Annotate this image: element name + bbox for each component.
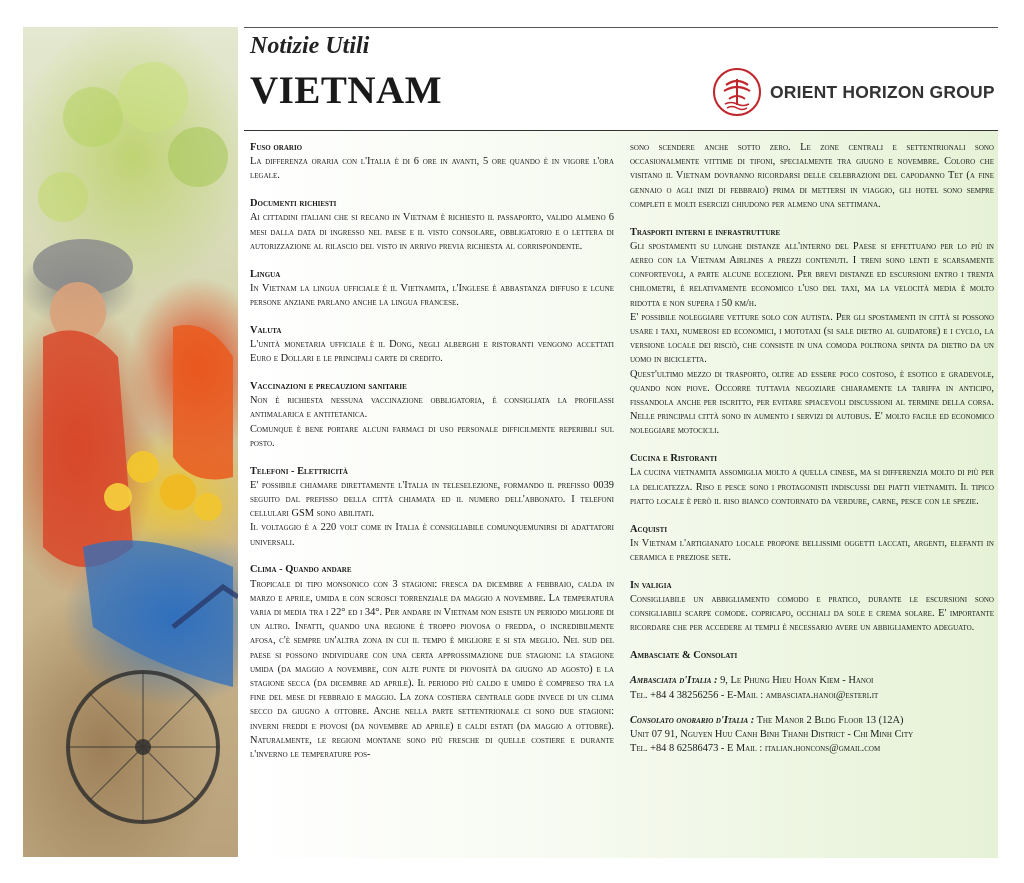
section-text: Ai cittadini italiani che si recano in Vietnam è richiesto il passaporto, valido almeno 6 mesi dalla data di ingresso nel paese e il visto consolare, obbligatorio e o lettera di autorizzazione al rilascio del visto in arrivo previa richiesta al corrispondente. <box>250 212 614 252</box>
section-text: sono scendere anche sotto zero. Le zone centrali e settentrionali sono occasionalmente vittime di tifoni, specialmente tra giugno e novembre. Coloro che visitano il Vietnam dovranno ricordarsi delle celebrazioni del capodanno Tet (a fine gennaio o agli inizi di febbraio) prima di mettersi in viaggio, gli hotel sono sempre completi e molti esercizi chiudono per almeno una settimana. <box>630 142 994 210</box>
section-documenti <box>250 197 614 254</box>
page-kicker: Notizie Utili <box>250 33 370 59</box>
section-heading: Acquisti <box>630 523 668 535</box>
section-fuso-orario <box>250 141 614 184</box>
section-heading: Valuta <box>250 324 282 336</box>
contact-label: Consolato onorario d'Italia : <box>630 714 755 726</box>
section-heading: Vaccinazioni e precauzioni sanitarie <box>250 381 407 393</box>
cover-painting <box>23 27 238 857</box>
consulate-contact <box>630 714 994 757</box>
embassy-contact <box>630 674 994 702</box>
section-text: In Vietnam la lingua ufficiale è il Vietnamita, l'Inglese è abbastanza diffuso e lcune persone anziane parlano anche la lingua francese. <box>250 282 614 309</box>
section-heading: Documenti richiesti <box>250 198 337 210</box>
section-heading: Cucina e Ristoranti <box>630 453 717 465</box>
section-vaccinazioni <box>250 380 614 451</box>
section-text: In Vietnam l'artigianato locale propone bellissimi oggetti laccati, argenti, elefanti in ceramica e preziose sete. <box>630 537 994 564</box>
section-text: Gli spostamenti su lunghe distanze all'interno del Paese si effettuano per lo più in aereo con la Vietnam Airlines a prezzi contenuti. I treni sono lenti e scarsamente confortevoli, a parte alcune eccezioni. Per brevi distanze ed escursioni entro i trenta chilometri, è relativamente economico l'uso del taxi, ma la velocità media è molto ridotta e non supera i 50 km/h. <box>630 240 994 309</box>
left-column <box>250 141 614 762</box>
header-rule <box>244 130 998 131</box>
orient-horizon-emblem-icon <box>712 67 762 117</box>
section-lingua <box>250 268 614 311</box>
section-heading: Fuso orario <box>250 142 303 153</box>
section-text: Quest'ultimo mezzo di trasporto, oltre ad essere poco costoso, è esotico e gradevole, quando non piove. Occorre tuttavia negoziare chiaramente la tariffa in anticipo, fissandola anche per iscritto, per evitare spiacevoli discussioni al termine della corsa. Nelle principali città sono in aumento i servizi di autobus. E' molto facile ed economico noleggiare motocicli. <box>630 368 994 437</box>
top-rule <box>244 27 998 28</box>
contact-line <box>630 674 994 688</box>
section-clima <box>250 563 614 762</box>
section-text: La differenza oraria con l'Italia è di 6 ore in avanti, 5 ore quando è in vigore l'ora legale. <box>250 156 614 182</box>
painting-strokes <box>23 27 238 857</box>
contact-line <box>630 714 994 728</box>
right-column <box>630 141 994 756</box>
section-trasporti <box>630 226 994 439</box>
contact-line: Unit 07 91, Nguyen Huu Canh Binh Thanh District - Chi Minh City <box>630 729 914 741</box>
section-acquisti <box>630 523 994 566</box>
contact-address: 9, Le Phung Hieu Hoan Kiem - Hanoi <box>717 675 874 687</box>
section-cucina <box>630 452 994 509</box>
section-text: E' possibile noleggiare vetture solo con autista. Per gli spostamenti in città si possono usare i taxi, numerosi ed economici, i mototaxi (si sale dietro al guidatore) e i cyclo, la versione locale dei risciò, che consiste in una comoda poltrona spinta da dietro da un uomo in bicicletta. <box>630 311 994 366</box>
section-heading: Telefoni - Elettricità <box>250 465 348 477</box>
contact-line: Tel. +84 8 62586473 - E Mail : italian.honcons@gmail.com <box>630 743 881 755</box>
section-text: L'unità monetaria ufficiale è il Dong, negli alberghi e ristoranti vengono accettati Euro e Dollari e le principali carte di credito. <box>250 339 614 365</box>
section-heading: Lingua <box>250 268 281 280</box>
contact-line: Tel. +84 4 38256256 - E-Mail : ambasciata.hanoi@esteri.it <box>630 689 879 701</box>
section-valuta <box>250 324 614 367</box>
section-valigia <box>630 579 994 636</box>
page-title: VIETNAM <box>250 69 443 112</box>
section-text: Non è richiesta nessuna vaccinazione obbligatoria, è consigliata la profilassi antimalarica e antitetanica. <box>250 395 614 421</box>
logo-wordmark: ORIENT HORIZON GROUP <box>770 81 995 102</box>
contact-address: The Manor 2 Bldg Floor 13 (12A) <box>754 714 904 726</box>
section-text: Tropicale di tipo monsonico con 3 stagioni: fresca da dicembre a febbraio, calda in marzo e aprile, umida e con scrosci torrenziale da maggio a novembre. La temperatura varia di media tra i 22° ed i 34°. Per andare in Vietnam non esiste un periodo migliore di un altro. Infatti, quando una regione è troppo piovosa o fredda, o incredibilmente afosa, c'è sempre un'altra zona in cui il tempo è migliore e si sta meglio. Nel sud del paese si possono individuare con una certa approssimazione due stagioni: la stagione umida (da maggio a novembre, con alte punte di piovosità da giugno ad agosto) e la stagione secca (da dicembre ad aprile). Il periodo più caldo e umido è compreso tra la fine del mese di febbraio e maggio. La zona costiera centrale gode invece di un clima secco da giugno a ottobre. Anche nella parte settentrionale ci sono due stagioni: inverni freddi e piovosi (da novembre ad aprile) e caldi estati (da maggio a ottobre). Naturalmente, le regioni montane sono più fresche di quelle costiere e durante l'inverno le temperature pos- <box>250 578 614 761</box>
section-text: Il voltaggio è a 220 volt come in Italia è consigliabile comunquemunirsi di adattatori universali. <box>250 522 614 548</box>
section-text: Comunque è bene portare alcuni farmaci di uso personale difficilmente reperibili sul posto. <box>250 423 614 449</box>
section-ambasciate <box>630 649 994 756</box>
section-telefoni <box>250 465 614 550</box>
section-heading: Ambasciate & Consolati <box>630 650 738 662</box>
section-heading: Trasporti interni e infrastrutture <box>630 226 781 238</box>
contact-label: Ambasciata d'Italia : <box>630 675 718 687</box>
section-clima-continued <box>630 141 994 212</box>
section-heading: In valigia <box>630 579 672 591</box>
section-heading: Clima - Quando andare <box>250 564 352 576</box>
company-logo <box>712 67 995 117</box>
section-text: Consigliabile un abbigliamento comodo e pratico, durante le escursioni sono consigliabili scarpe comode. copricapo, occhiali da sole e crema solare. E' importante ricordare che per accedere ai templi è necessario avere un abbigliamento adeguato. <box>630 594 994 634</box>
section-text: E' possibile chiamare direttamente l'Italia in teleselezione, formando il prefisso 0039 seguito dal prefisso della città chiamata ed il numero dell'abbonato. I telefoni cellulari GSM sono abilitati. <box>250 479 614 520</box>
section-text: La cucina vietnamita assomiglia molto a quella cinese, ma si differenzia molto di più per la delicatezza. Riso e pesce sono i protagonisti indiscussi dei piatti vietnamiti. Il tipico piatto locale è però il riso bianco contornato da verdure, carne, pesce con le spezie. <box>630 467 994 507</box>
